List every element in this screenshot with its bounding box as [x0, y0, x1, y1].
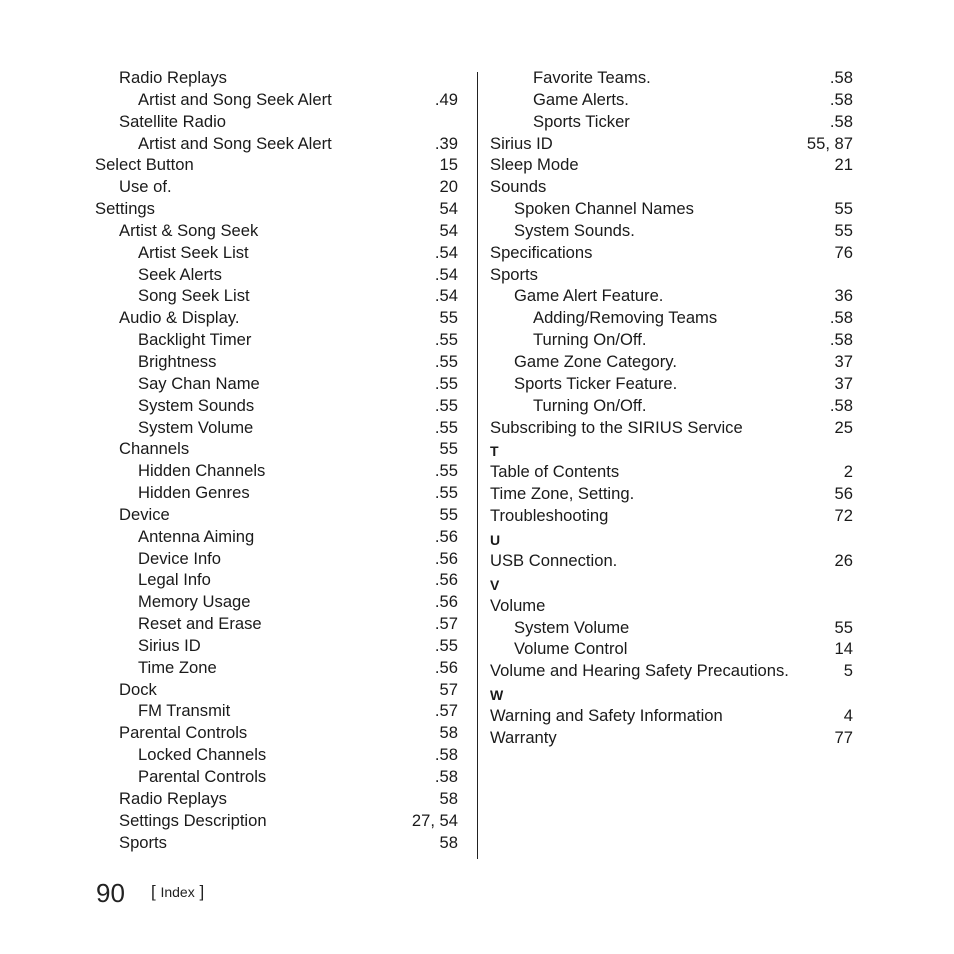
- entry-page-number: 36: [831, 285, 853, 307]
- entry-label: Game Zone Category.: [514, 352, 681, 371]
- entry-label: Subscribing to the SIRIUS Service: [490, 418, 747, 437]
- entry-label: Table of Contents: [490, 462, 623, 481]
- entry-page-number: .55: [431, 635, 458, 657]
- entry-label: Spoken Channel Names: [514, 199, 698, 218]
- index-entry: [490, 67, 853, 89]
- entry-page-number: 55: [831, 617, 853, 639]
- entry-label: Reset and Erase: [138, 614, 266, 633]
- entry-label: System Sounds.: [514, 221, 639, 240]
- entry-page-number: 55, 87: [803, 133, 853, 155]
- entry-label: Channels: [119, 439, 193, 458]
- entry-page-number: 26: [831, 550, 853, 572]
- index-entry: [95, 176, 458, 198]
- entry-label: Antenna Aiming: [138, 527, 258, 546]
- entry-page-number: .55: [431, 329, 458, 351]
- entry-page-number: 21: [831, 154, 853, 176]
- index-letter-heading: T: [490, 443, 499, 460]
- index-entry: [95, 635, 458, 657]
- index-entry: [490, 285, 853, 307]
- entry-label: Sirius ID: [138, 636, 205, 655]
- index-entry: [95, 744, 458, 766]
- column-divider: [477, 72, 478, 859]
- close-bracket: ]: [199, 882, 205, 901]
- entry-page-number: .56: [431, 526, 458, 548]
- entry-page-number: .57: [431, 700, 458, 722]
- page-number: 90: [96, 878, 125, 908]
- entry-page-number: .39: [431, 133, 458, 155]
- open-bracket: [: [151, 882, 156, 901]
- entry-label: Sounds: [490, 177, 550, 196]
- index-entry: [95, 373, 458, 395]
- entry-label: Sirius ID: [490, 134, 557, 153]
- entry-label: Volume and Hearing Safety Precautions.: [490, 661, 793, 680]
- entry-label: Legal Info: [138, 570, 215, 589]
- entry-page-number: 20: [436, 176, 458, 198]
- index-entry: [95, 504, 458, 526]
- entry-label: Artist Seek List: [138, 243, 253, 262]
- section-name: Index: [160, 884, 195, 900]
- entry-label: Locked Channels: [138, 745, 270, 764]
- entry-label: Say Chan Name: [138, 374, 264, 393]
- index-letter-heading: U: [490, 531, 501, 548]
- index-right-column: [490, 67, 853, 749]
- index-entry: [490, 264, 853, 286]
- index-entry: [95, 569, 458, 591]
- index-entry: [95, 133, 458, 155]
- entry-page-number: .56: [431, 657, 458, 679]
- index-entry: [95, 264, 458, 286]
- entry-page-number: .57: [431, 613, 458, 635]
- index-entry: [95, 832, 458, 854]
- entry-page-number: 58: [436, 722, 458, 744]
- index-entry: [490, 133, 853, 155]
- entry-page-number: 58: [436, 788, 458, 810]
- index-entry: [490, 461, 853, 483]
- index-entry: [95, 722, 458, 744]
- entry-page-number: 77: [831, 727, 853, 749]
- index-entry: [490, 705, 853, 727]
- entry-label: Specifications: [490, 243, 596, 262]
- entry-label: Radio Replays: [119, 789, 231, 808]
- index-entry: [95, 67, 458, 89]
- section-label: [151, 882, 204, 902]
- entry-page-number: .58: [826, 67, 853, 89]
- entry-page-number: 15: [436, 154, 458, 176]
- entry-page-number: .58: [826, 395, 853, 417]
- entry-page-number: .54: [431, 264, 458, 286]
- entry-page-number: .58: [431, 744, 458, 766]
- index-entry: [490, 483, 853, 505]
- index-entry: [490, 727, 853, 749]
- entry-page-number: 58: [436, 832, 458, 854]
- entry-label: Memory Usage: [138, 592, 255, 611]
- index-entry: [95, 526, 458, 548]
- entry-label: Warning and Safety Information: [490, 706, 727, 725]
- index-letter-heading: W: [490, 687, 504, 704]
- entry-label: Time Zone: [138, 658, 221, 677]
- entry-label: Artist and Song Seek Alert: [138, 90, 336, 109]
- entry-label: Satellite Radio: [119, 112, 230, 131]
- index-entry: [95, 482, 458, 504]
- entry-page-number: 54: [436, 220, 458, 242]
- index-entry: [95, 395, 458, 417]
- index-entry: [95, 548, 458, 570]
- entry-page-number: 2: [840, 461, 853, 483]
- index-entry: [95, 766, 458, 788]
- entry-label: Volume Control: [514, 639, 631, 658]
- entry-page-number: 55: [436, 438, 458, 460]
- index-entry: [95, 810, 458, 832]
- entry-page-number: 72: [831, 505, 853, 527]
- entry-page-number: .55: [431, 351, 458, 373]
- index-entry: [490, 373, 853, 395]
- entry-page-number: .56: [431, 548, 458, 570]
- index-entry: [95, 285, 458, 307]
- index-left-column: [95, 67, 458, 853]
- entry-page-number: .58: [826, 89, 853, 111]
- entry-label: Sleep Mode: [490, 155, 583, 174]
- index-entry: [95, 613, 458, 635]
- index-entry: [490, 395, 853, 417]
- entry-page-number: .58: [826, 329, 853, 351]
- entry-label: Device: [119, 505, 174, 524]
- entry-label: Adding/Removing Teams: [533, 308, 721, 327]
- entry-label: Game Alert Feature.: [514, 286, 667, 305]
- entry-page-number: .55: [431, 395, 458, 417]
- index-entry: [95, 657, 458, 679]
- index-entry: [490, 198, 853, 220]
- entry-label: Radio Replays: [119, 68, 231, 87]
- entry-label: Dock: [119, 680, 161, 699]
- entry-label: Favorite Teams.: [533, 68, 655, 87]
- index-entry: [490, 550, 853, 572]
- index-entry: [490, 595, 853, 617]
- entry-page-number: .58: [826, 307, 853, 329]
- entry-page-number: 37: [831, 351, 853, 373]
- entry-label: System Volume: [514, 618, 633, 637]
- entry-label: Hidden Genres: [138, 483, 254, 502]
- entry-page-number: 27, 54: [408, 810, 458, 832]
- entry-label: Game Alerts.: [533, 90, 633, 109]
- index-entry: [490, 242, 853, 264]
- entry-label: Backlight Timer: [138, 330, 255, 349]
- entry-label: System Volume: [138, 418, 257, 437]
- entry-page-number: 4: [840, 705, 853, 727]
- entry-label: Volume: [490, 596, 549, 615]
- entry-page-number: 14: [831, 638, 853, 660]
- entry-label: Artist and Song Seek Alert: [138, 134, 336, 153]
- entry-label: Parental Controls: [119, 723, 251, 742]
- entry-label: Use of.: [119, 177, 176, 196]
- entry-page-number: 55: [831, 220, 853, 242]
- index-letter-heading: V: [490, 576, 500, 593]
- entry-page-number: 54: [436, 198, 458, 220]
- entry-label: Time Zone, Setting.: [490, 484, 638, 503]
- index-entry: [95, 679, 458, 701]
- entry-page-number: 76: [831, 242, 853, 264]
- entry-page-number: .54: [431, 242, 458, 264]
- index-entry: [95, 154, 458, 176]
- index-entry: [95, 111, 458, 133]
- entry-label: USB Connection.: [490, 551, 621, 570]
- index-entry: [95, 220, 458, 242]
- entry-page-number: 55: [436, 307, 458, 329]
- index-entry: [490, 154, 853, 176]
- index-entry: [490, 89, 853, 111]
- entry-page-number: .55: [431, 482, 458, 504]
- index-entry: [490, 638, 853, 660]
- entry-label: Hidden Channels: [138, 461, 269, 480]
- index-entry: [490, 329, 853, 351]
- index-entry: [95, 591, 458, 613]
- entry-label: Song Seek List: [138, 286, 254, 305]
- entry-page-number: 55: [436, 504, 458, 526]
- entry-page-number: .56: [431, 569, 458, 591]
- entry-label: Troubleshooting: [490, 506, 612, 525]
- index-entry: [490, 351, 853, 373]
- index-entry: [95, 788, 458, 810]
- index-entry: [95, 460, 458, 482]
- index-entry: [490, 307, 853, 329]
- index-entry: [490, 617, 853, 639]
- entry-label: Settings Description: [119, 811, 271, 830]
- entry-page-number: .55: [431, 373, 458, 395]
- index-entry: [95, 700, 458, 722]
- entry-label: Parental Controls: [138, 767, 270, 786]
- index-entry: [95, 438, 458, 460]
- entry-page-number: 55: [831, 198, 853, 220]
- entry-page-number: 5: [840, 660, 853, 682]
- entry-label: FM Transmit: [138, 701, 234, 720]
- index-entry: [95, 198, 458, 220]
- entry-label: Warranty: [490, 728, 561, 747]
- entry-label: Select Button: [95, 155, 198, 174]
- entry-page-number: 57: [436, 679, 458, 701]
- entry-page-number: .49: [431, 89, 458, 111]
- entry-label: Sports Ticker Feature.: [514, 374, 681, 393]
- entry-label: Sports Ticker: [533, 112, 634, 131]
- entry-label: Artist & Song Seek: [119, 221, 262, 240]
- entry-label: Settings: [95, 199, 159, 218]
- entry-page-number: 56: [831, 483, 853, 505]
- index-entry: [490, 417, 853, 439]
- index-entry: [95, 329, 458, 351]
- entry-page-number: .56: [431, 591, 458, 613]
- entry-page-number: .54: [431, 285, 458, 307]
- entry-label: Turning On/Off.: [533, 330, 650, 349]
- entry-label: Sports: [119, 833, 171, 852]
- index-entry: [95, 242, 458, 264]
- entry-label: Brightness: [138, 352, 220, 371]
- index-entry: [95, 351, 458, 373]
- entry-label: Device Info: [138, 549, 225, 568]
- entry-label: System Sounds: [138, 396, 258, 415]
- entry-page-number: 25: [831, 417, 853, 439]
- entry-label: Sports: [490, 265, 542, 284]
- index-entry: [490, 505, 853, 527]
- index-entry: [490, 660, 853, 682]
- entry-page-number: .58: [826, 111, 853, 133]
- entry-page-number: .58: [431, 766, 458, 788]
- index-entry: [95, 89, 458, 111]
- index-entry: [95, 307, 458, 329]
- entry-page-number: .55: [431, 460, 458, 482]
- index-entry: [490, 176, 853, 198]
- index-entry: [95, 417, 458, 439]
- entry-label: Turning On/Off.: [533, 396, 650, 415]
- entry-label: Audio & Display.: [119, 308, 244, 327]
- entry-label: Seek Alerts: [138, 265, 226, 284]
- index-entry: [490, 111, 853, 133]
- entry-page-number: 37: [831, 373, 853, 395]
- index-entry: [490, 220, 853, 242]
- entry-page-number: .55: [431, 417, 458, 439]
